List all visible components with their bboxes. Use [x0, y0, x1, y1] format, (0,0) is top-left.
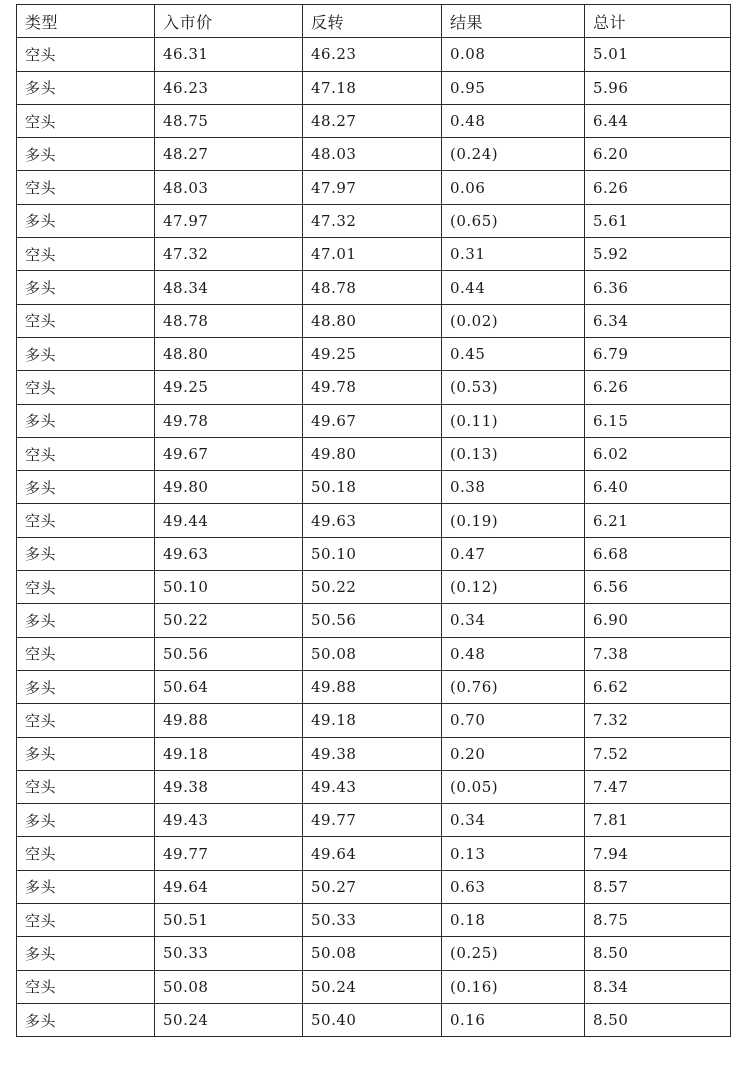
cell-reversal: 49.25 [303, 337, 442, 370]
cell-entry-price: 49.43 [155, 804, 303, 837]
table-row [17, 38, 731, 71]
header-reversal: 反转 [303, 5, 442, 38]
cell-result: 0.48 [442, 104, 585, 137]
cell-entry-price: 49.64 [155, 870, 303, 903]
cell-total: 6.26 [585, 371, 731, 404]
cell-entry-price: 48.27 [155, 138, 303, 171]
header-total: 总计 [585, 5, 731, 38]
cell-entry-price: 50.08 [155, 970, 303, 1003]
cell-reversal: 50.08 [303, 637, 442, 670]
cell-reversal: 47.01 [303, 238, 442, 271]
cell-entry-price: 49.18 [155, 737, 303, 770]
cell-type: 多头 [17, 1003, 155, 1036]
table-row [17, 138, 731, 171]
table-row [17, 804, 731, 837]
cell-type: 空头 [17, 38, 155, 71]
header-entry-price: 入市价 [155, 5, 303, 38]
table-row [17, 637, 731, 670]
cell-entry-price: 49.80 [155, 471, 303, 504]
cell-total: 6.44 [585, 104, 731, 137]
cell-reversal: 47.97 [303, 171, 442, 204]
cell-result: (0.05) [442, 770, 585, 803]
cell-total: 8.50 [585, 937, 731, 970]
cell-result: 0.34 [442, 804, 585, 837]
cell-type: 多头 [17, 870, 155, 903]
cell-entry-price: 49.78 [155, 404, 303, 437]
cell-type: 多头 [17, 471, 155, 504]
cell-type: 空头 [17, 504, 155, 537]
cell-total: 7.38 [585, 637, 731, 670]
table-row [17, 371, 731, 404]
cell-type: 多头 [17, 337, 155, 370]
cell-reversal: 50.33 [303, 904, 442, 937]
cell-entry-price: 50.24 [155, 1003, 303, 1036]
cell-entry-price: 49.77 [155, 837, 303, 870]
cell-entry-price: 46.23 [155, 71, 303, 104]
table-row [17, 770, 731, 803]
cell-result: 0.70 [442, 704, 585, 737]
cell-result: (0.19) [442, 504, 585, 537]
cell-total: 6.21 [585, 504, 731, 537]
cell-entry-price: 48.80 [155, 337, 303, 370]
cell-type: 空头 [17, 571, 155, 604]
cell-entry-price: 50.56 [155, 637, 303, 670]
table-row [17, 337, 731, 370]
table-row [17, 504, 731, 537]
cell-reversal: 47.18 [303, 71, 442, 104]
cell-reversal: 49.80 [303, 437, 442, 470]
cell-type: 空头 [17, 970, 155, 1003]
cell-result: 0.18 [442, 904, 585, 937]
cell-reversal: 49.18 [303, 704, 442, 737]
table-row [17, 1003, 731, 1036]
cell-result: (0.53) [442, 371, 585, 404]
cell-reversal: 49.88 [303, 670, 442, 703]
cell-total: 6.26 [585, 171, 731, 204]
cell-entry-price: 50.64 [155, 670, 303, 703]
cell-total: 7.52 [585, 737, 731, 770]
cell-result: 0.20 [442, 737, 585, 770]
cell-reversal: 50.40 [303, 1003, 442, 1036]
cell-type: 空头 [17, 637, 155, 670]
cell-reversal: 46.23 [303, 38, 442, 71]
cell-reversal: 50.24 [303, 970, 442, 1003]
table-header [17, 5, 731, 38]
cell-total: 5.01 [585, 38, 731, 71]
cell-total: 5.61 [585, 204, 731, 237]
cell-result: (0.16) [442, 970, 585, 1003]
cell-reversal: 48.03 [303, 138, 442, 171]
cell-type: 多头 [17, 737, 155, 770]
cell-result: (0.76) [442, 670, 585, 703]
cell-result: (0.11) [442, 404, 585, 437]
cell-type: 空头 [17, 238, 155, 271]
cell-type: 空头 [17, 837, 155, 870]
table-row [17, 304, 731, 337]
cell-type: 空头 [17, 770, 155, 803]
cell-entry-price: 49.67 [155, 437, 303, 470]
table-row [17, 238, 731, 271]
cell-result: 0.13 [442, 837, 585, 870]
table-body [17, 38, 731, 1037]
cell-entry-price: 50.10 [155, 571, 303, 604]
cell-result: 0.31 [442, 238, 585, 271]
cell-result: 0.48 [442, 637, 585, 670]
cell-type: 空头 [17, 171, 155, 204]
cell-total: 5.96 [585, 71, 731, 104]
table-row [17, 271, 731, 304]
cell-type: 空头 [17, 304, 155, 337]
cell-reversal: 49.43 [303, 770, 442, 803]
cell-result: 0.95 [442, 71, 585, 104]
cell-total: 6.36 [585, 271, 731, 304]
cell-reversal: 50.22 [303, 571, 442, 604]
cell-total: 7.47 [585, 770, 731, 803]
cell-total: 6.40 [585, 471, 731, 504]
cell-type: 空头 [17, 104, 155, 137]
cell-result: 0.08 [442, 38, 585, 71]
cell-reversal: 50.10 [303, 537, 442, 570]
cell-type: 多头 [17, 271, 155, 304]
cell-entry-price: 48.03 [155, 171, 303, 204]
cell-total: 7.94 [585, 837, 731, 870]
cell-result: 0.38 [442, 471, 585, 504]
cell-total: 8.50 [585, 1003, 731, 1036]
cell-type: 多头 [17, 537, 155, 570]
cell-total: 6.62 [585, 670, 731, 703]
cell-result: (0.25) [442, 937, 585, 970]
cell-type: 多头 [17, 404, 155, 437]
cell-entry-price: 48.34 [155, 271, 303, 304]
cell-result: (0.24) [442, 138, 585, 171]
cell-result: 0.45 [442, 337, 585, 370]
table-row [17, 537, 731, 570]
cell-entry-price: 48.78 [155, 304, 303, 337]
cell-entry-price: 49.63 [155, 537, 303, 570]
cell-total: 8.34 [585, 970, 731, 1003]
table-row [17, 837, 731, 870]
cell-total: 5.92 [585, 238, 731, 271]
table-row [17, 704, 731, 737]
cell-entry-price: 50.33 [155, 937, 303, 970]
cell-reversal: 48.80 [303, 304, 442, 337]
table-row [17, 970, 731, 1003]
header-row [17, 5, 731, 38]
cell-total: 6.34 [585, 304, 731, 337]
cell-type: 空头 [17, 437, 155, 470]
cell-result: 0.47 [442, 537, 585, 570]
cell-total: 6.02 [585, 437, 731, 470]
table-row [17, 404, 731, 437]
table-row [17, 670, 731, 703]
cell-reversal: 49.77 [303, 804, 442, 837]
table-row [17, 870, 731, 903]
cell-entry-price: 47.32 [155, 238, 303, 271]
cell-type: 空头 [17, 904, 155, 937]
cell-reversal: 48.27 [303, 104, 442, 137]
cell-result: (0.65) [442, 204, 585, 237]
cell-entry-price: 47.97 [155, 204, 303, 237]
cell-entry-price: 49.38 [155, 770, 303, 803]
cell-type: 多头 [17, 937, 155, 970]
cell-entry-price: 49.44 [155, 504, 303, 537]
cell-total: 6.79 [585, 337, 731, 370]
header-result: 结果 [442, 5, 585, 38]
cell-total: 7.32 [585, 704, 731, 737]
cell-result: (0.12) [442, 571, 585, 604]
cell-reversal: 49.78 [303, 371, 442, 404]
table-row [17, 437, 731, 470]
cell-total: 7.81 [585, 804, 731, 837]
cell-reversal: 49.67 [303, 404, 442, 437]
cell-type: 空头 [17, 371, 155, 404]
cell-reversal: 48.78 [303, 271, 442, 304]
cell-result: 0.34 [442, 604, 585, 637]
table-row [17, 204, 731, 237]
cell-result: 0.06 [442, 171, 585, 204]
table-row [17, 471, 731, 504]
cell-entry-price: 50.22 [155, 604, 303, 637]
cell-type: 空头 [17, 704, 155, 737]
cell-result: 0.16 [442, 1003, 585, 1036]
table-row [17, 571, 731, 604]
table-row [17, 171, 731, 204]
table-row [17, 104, 731, 137]
cell-reversal: 50.56 [303, 604, 442, 637]
cell-entry-price: 50.51 [155, 904, 303, 937]
cell-reversal: 50.18 [303, 471, 442, 504]
cell-total: 6.20 [585, 138, 731, 171]
cell-result: (0.02) [442, 304, 585, 337]
cell-entry-price: 49.25 [155, 371, 303, 404]
trades-table [16, 4, 731, 1037]
cell-reversal: 49.38 [303, 737, 442, 770]
cell-type: 多头 [17, 138, 155, 171]
cell-type: 多头 [17, 604, 155, 637]
cell-result: (0.13) [442, 437, 585, 470]
table-row [17, 71, 731, 104]
cell-total: 6.56 [585, 571, 731, 604]
cell-total: 6.68 [585, 537, 731, 570]
cell-entry-price: 49.88 [155, 704, 303, 737]
cell-reversal: 50.08 [303, 937, 442, 970]
cell-type: 多头 [17, 804, 155, 837]
cell-result: 0.63 [442, 870, 585, 903]
header-type: 类型 [17, 5, 155, 38]
cell-reversal: 49.63 [303, 504, 442, 537]
cell-total: 8.57 [585, 870, 731, 903]
cell-total: 6.15 [585, 404, 731, 437]
table-row [17, 937, 731, 970]
cell-reversal: 47.32 [303, 204, 442, 237]
cell-entry-price: 46.31 [155, 38, 303, 71]
table-row [17, 737, 731, 770]
cell-reversal: 50.27 [303, 870, 442, 903]
cell-total: 6.90 [585, 604, 731, 637]
cell-result: 0.44 [442, 271, 585, 304]
cell-type: 多头 [17, 670, 155, 703]
cell-type: 多头 [17, 204, 155, 237]
cell-type: 多头 [17, 71, 155, 104]
table-row [17, 604, 731, 637]
cell-reversal: 49.64 [303, 837, 442, 870]
cell-total: 8.75 [585, 904, 731, 937]
cell-entry-price: 48.75 [155, 104, 303, 137]
table-row [17, 904, 731, 937]
